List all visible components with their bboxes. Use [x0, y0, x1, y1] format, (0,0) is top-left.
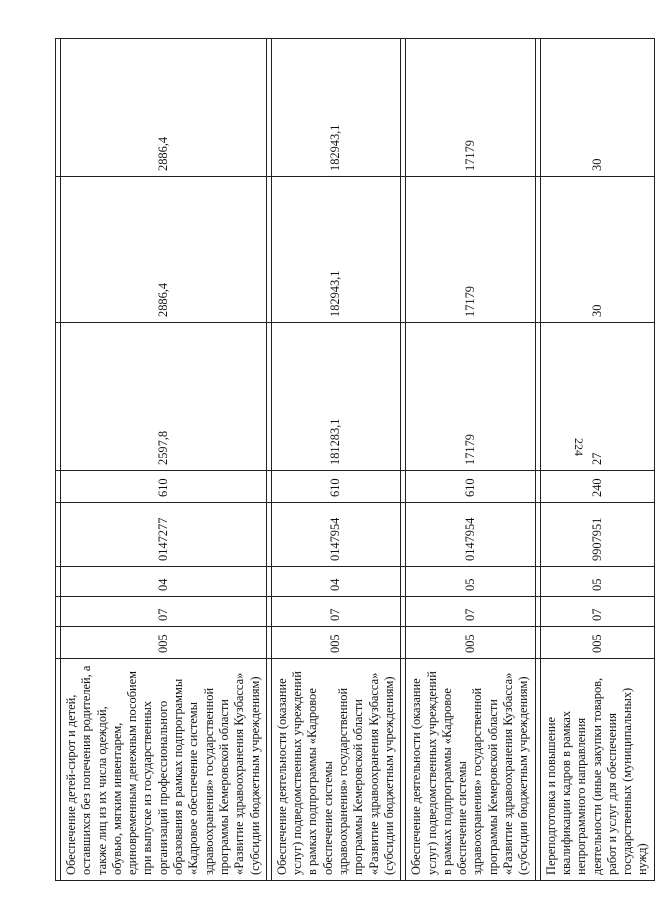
expense-type-code: 240: [540, 471, 654, 503]
amount-year-2: 17179: [406, 177, 535, 323]
amount-year-1: 17179: [406, 323, 535, 471]
expense-type-code: 610: [406, 471, 535, 503]
row-description: Обеспечение деятельности (оказание услуг) подведомственных учреждений в рамках подпрограммы «Кадровое обеспечение системы здравоохранения» государственной программы Кемеровской области «Развитие здравоохранения Кузбасса» (субсидии бюджетным учреждениям): [406, 659, 535, 881]
amount-year-2: 182943,1: [271, 177, 400, 323]
amount-year-3: 2886,4: [61, 39, 267, 177]
expense-type-code: 610: [61, 471, 267, 503]
table-row: [540, 39, 654, 881]
amount-year-3: 30: [540, 39, 654, 177]
table-row: [406, 39, 535, 881]
section-code: 07: [540, 597, 654, 627]
amount-year-3: 17179: [406, 39, 535, 177]
target-article-code: 9907951: [540, 503, 654, 567]
amount-year-2: 30: [540, 177, 654, 323]
amount-year-3: 182943,1: [271, 39, 400, 177]
subsection-code: 05: [540, 567, 654, 597]
target-article-code: 0147954: [406, 503, 535, 567]
subsection-code: 05: [406, 567, 535, 597]
subsection-code: 04: [271, 567, 400, 597]
target-article-code: 0147954: [271, 503, 400, 567]
table-row: [61, 39, 267, 881]
table-row: [271, 39, 400, 881]
page-number: 224: [572, 438, 586, 456]
ved-code: 005: [540, 627, 654, 659]
amount-year-1: 181283,1: [271, 323, 400, 471]
expense-type-code: 610: [271, 471, 400, 503]
ved-code: 005: [61, 627, 267, 659]
row-description: Обеспечение детей-сирот и детей, оставшихся без попечения родителей, а также лиц из их числа одеждой, обувью, мягким инвентарем, единовременным денежным пособием при выпуске из государственных организаций профессионального образования в рамках подпрограммы «Кадровое обеспечение системы здравоохранения» государственной программы Кемеровской области «Развитие здравоохранения Кузбасса» (субсидии бюджетным учреждениям): [61, 659, 267, 881]
budget-table: [55, 38, 655, 881]
subsection-code: 04: [61, 567, 267, 597]
target-article-code: 0147277: [61, 503, 267, 567]
rotated-page: [55, 39, 650, 881]
section-code: 07: [61, 597, 267, 627]
amount-year-1: 27: [540, 323, 654, 471]
budget-table-container: [55, 39, 650, 881]
section-code: 07: [271, 597, 400, 627]
ved-code: 005: [406, 627, 535, 659]
amount-year-2: 2886,4: [61, 177, 267, 323]
section-code: 07: [406, 597, 535, 627]
amount-year-1: 2597,8: [61, 323, 267, 471]
row-description: Переподготовка и повышение квалификации кадров в рамках непрограммного направления деятельности (иные закупки товаров, работ и услуг для обеспечения государственных (муниципальных) нужд): [540, 659, 654, 881]
row-description: Обеспечение деятельности (оказание услуг) подведомственных учреждений в рамках подпрограммы «Кадровое обеспечение системы здравоохранения» государственной программы Кемеровской области «Развитие здравоохранения Кузбасса» (субсидии бюджетным учреждениям): [271, 659, 400, 881]
ved-code: 005: [271, 627, 400, 659]
